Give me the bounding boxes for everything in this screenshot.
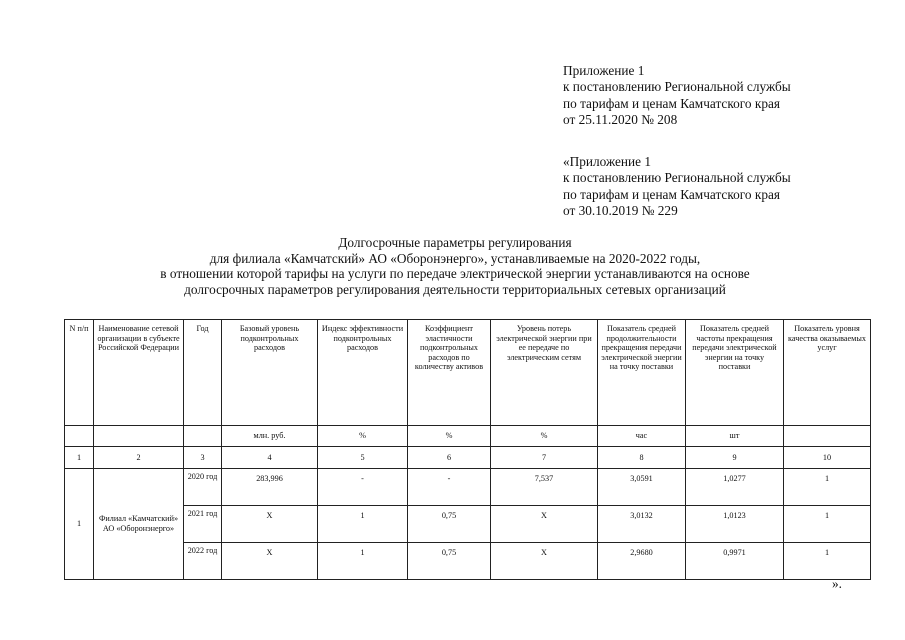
value-cell: 0,75 bbox=[408, 543, 491, 580]
year-cell: 2021 год bbox=[184, 506, 222, 543]
units-row bbox=[65, 426, 871, 447]
header-cell: Базовый уровень подконтрольных расходов bbox=[222, 320, 318, 426]
header-cell: Коэффициент эластичности подконтрольных расходов по количеству активов bbox=[408, 320, 491, 426]
value-cell: Х bbox=[222, 543, 318, 580]
unit-cell: % bbox=[408, 426, 491, 447]
value-cell: 1 bbox=[318, 543, 408, 580]
header-cell: Индекс эффективности подконтрольных расходов bbox=[318, 320, 408, 426]
column-number-cell: 2 bbox=[94, 447, 184, 469]
header-cell: Показатель средней частоты прекращения передачи электрической энергии на точку поставки bbox=[686, 320, 784, 426]
value-cell: 0,75 bbox=[408, 506, 491, 543]
table-row bbox=[65, 469, 871, 506]
header-row bbox=[65, 320, 871, 426]
unit-cell bbox=[65, 426, 94, 447]
header-cell: N п/п bbox=[65, 320, 94, 426]
unit-cell: % bbox=[491, 426, 598, 447]
title-line: долгосрочных параметров регулирования деятельности территориальных сетевых организаций bbox=[184, 281, 726, 297]
column-number-cell: 5 bbox=[318, 447, 408, 469]
header-cell: Наименование сетевой организации в субъекте Российской Федерации bbox=[94, 320, 184, 426]
appendix-line: к постановлению Региональной службы bbox=[563, 79, 791, 95]
header-cell: Год bbox=[184, 320, 222, 426]
appendix-previous bbox=[563, 154, 791, 220]
appendix-line: по тарифам и ценам Камчатского края bbox=[563, 95, 780, 111]
unit-cell: шт bbox=[686, 426, 784, 447]
column-number-cell: 4 bbox=[222, 447, 318, 469]
value-cell: Х bbox=[222, 506, 318, 543]
header-cell: Показатель уровня качества оказываемых услуг bbox=[784, 320, 871, 426]
value-cell: - bbox=[408, 469, 491, 506]
column-number-cell: 9 bbox=[686, 447, 784, 469]
column-number-cell: 10 bbox=[784, 447, 871, 469]
appendix-line: к постановлению Региональной службы bbox=[563, 170, 791, 186]
value-cell: 1,0277 bbox=[686, 469, 784, 506]
appendix-line: по тарифам и ценам Камчатского края bbox=[563, 186, 780, 202]
unit-cell: % bbox=[318, 426, 408, 447]
unit-cell bbox=[184, 426, 222, 447]
year-cell: 2022 год bbox=[184, 543, 222, 580]
unit-cell: млн. руб. bbox=[222, 426, 318, 447]
value-cell: 1 bbox=[784, 469, 871, 506]
appendix-line: «Приложение 1 bbox=[563, 154, 651, 169]
value-cell: 7,537 bbox=[491, 469, 598, 506]
value-cell: 1 bbox=[318, 506, 408, 543]
column-number-cell: 8 bbox=[598, 447, 686, 469]
value-cell: 283,996 bbox=[222, 469, 318, 506]
value-cell: - bbox=[318, 469, 408, 506]
column-number-cell: 6 bbox=[408, 447, 491, 469]
value-cell: 1 bbox=[784, 506, 871, 543]
value-cell: 1,0123 bbox=[686, 506, 784, 543]
value-cell: Х bbox=[491, 543, 598, 580]
title-line: для филиала «Камчатский» АО «Оборонэнерго», устанавливаемые на 2020-2022 годы, bbox=[209, 250, 701, 266]
appendix-line: Приложение 1 bbox=[563, 63, 645, 78]
column-number-row bbox=[65, 447, 871, 469]
appendix-line: от 25.11.2020 № 208 bbox=[563, 112, 678, 128]
appendix-line: от 30.10.2019 № 229 bbox=[563, 203, 678, 219]
closing-quote-mark: ». bbox=[832, 576, 842, 591]
value-cell: 1 bbox=[784, 543, 871, 580]
column-number-cell: 1 bbox=[65, 447, 94, 469]
title-line: Долгосрочные параметры регулирования bbox=[338, 235, 572, 250]
header-cell: Уровень потерь электрической энергии при ее передаче по электрическим сетям bbox=[491, 320, 598, 426]
value-cell: 2,9680 bbox=[598, 543, 686, 580]
header-cell: Показатель средней продолжительности прекращения передачи электрической энергии на точку поставки bbox=[598, 320, 686, 426]
document-title bbox=[60, 235, 850, 297]
unit-cell bbox=[94, 426, 184, 447]
table-row bbox=[65, 543, 871, 580]
value-cell: 0,9971 bbox=[686, 543, 784, 580]
column-number-cell: 3 bbox=[184, 447, 222, 469]
unit-cell: час bbox=[598, 426, 686, 447]
value-cell: 3,0132 bbox=[598, 506, 686, 543]
table-row bbox=[65, 506, 871, 543]
title-line: в отношении которой тарифы на услуги по передаче электрической энергии устанавливаются на основе bbox=[160, 266, 750, 282]
year-cell: 2020 год bbox=[184, 469, 222, 506]
organization-cell: Филиал «Камчатский» АО «Оборонэнерго» bbox=[94, 469, 184, 580]
unit-cell bbox=[784, 426, 871, 447]
column-number-cell: 7 bbox=[491, 447, 598, 469]
appendix-current bbox=[563, 63, 791, 129]
parameters-table bbox=[64, 319, 871, 580]
value-cell: Х bbox=[491, 506, 598, 543]
row-number-cell: 1 bbox=[65, 469, 94, 580]
value-cell: 3,0591 bbox=[598, 469, 686, 506]
